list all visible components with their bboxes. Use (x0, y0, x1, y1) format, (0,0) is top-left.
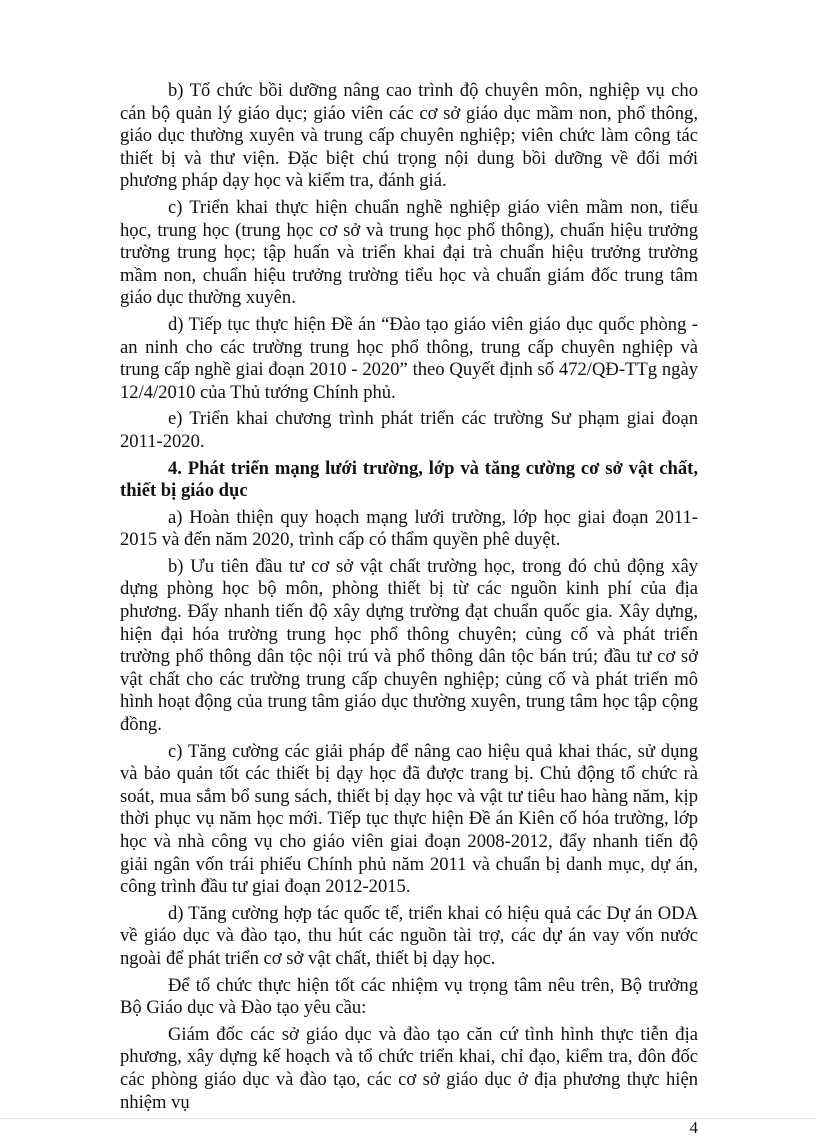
paragraph-c-equipment: c) Tăng cường các giải pháp để nâng cao hiệu quả khai thác, sử dụng và bảo quản tốt các thiết bị dạy học đã được trang bị. Chủ động tổ chức rà soát, mua sắm bổ sung sách, thiết bị dạy học và vật tư tiêu hao hàng năm, kịp thời phục vụ năm học mới. Tiếp tục thực hiện Đề án Kiên cố hóa trường, lớp học và nhà công vụ cho giáo viên giai đoạn 2008-2012, đẩy nhanh tiến độ giải ngân vốn trái phiếu Chính phủ năm 2011 và chuẩn bị danh mục, dự án, công trình đầu tư giai đoạn 2012-2015. (120, 740, 698, 898)
document-body (120, 0, 698, 1138)
paragraph-e-pedagogy: e) Triển khai chương trình phát triển các trường Sư phạm giai đoạn 2011-2020. (120, 408, 698, 452)
paragraph-directors: Giám đốc các sở giáo dục và đào tạo căn cứ tình hình thực tiễn địa phương, xây dựng kế hoạch và tổ chức triển khai, chỉ đạo, kiểm tra, đôn đốc các phòng giáo dục và đào tạo, các cơ sở giáo dục ở địa phương thực hiện nhiệm vụ (120, 1023, 698, 1113)
page-number: 4 (689, 1118, 698, 1138)
paragraph-d-defense-teachers: d) Tiếp tục thực hiện Đề án “Đào tạo giáo viên giáo dục quốc phòng - an ninh cho các trường trung học phổ thông, trung cấp chuyên nghiệp và trung cấp nghề giai đoạn 2010 - 2020” theo Quyết định số 472/QĐ-TTg ngày 12/4/2010 của Thủ tướng Chính phủ. (120, 313, 698, 403)
paragraph-b-investment: b) Ưu tiên đầu tư cơ sở vật chất trường học, trong đó chủ động xây dựng phòng học bộ môn, phòng thiết bị từ các nguồn kinh phí của địa phương. Đẩy nhanh tiến độ xây dựng trường đạt chuẩn quốc gia. Xây dựng, hiện đại hóa trường trung học phổ thông chuyên; củng cố và phát triển trường phổ thông dân tộc nội trú và phổ thông dân tộc bán trú; đầu tư cơ sở vật chất cho các trường trung cấp chuyên nghiệp; củng cố và phát triển mô hình hoạt động của trung tâm giáo dục thường xuyên, trung tâm học tập cộng đồng. (120, 555, 698, 736)
paragraph-c-standards: c) Triển khai thực hiện chuẩn nghề nghiệp giáo viên mầm non, tiểu học, trung học (trung học cơ sở và trung học phổ thông), chuẩn hiệu trưởng trường trung học; tập huấn và triển khai đại trà chuẩn hiệu trưởng trường mầm non, chuẩn hiệu trưởng trường tiểu học và chuẩn giám đốc trung tâm giáo dục thường xuyên. (120, 196, 698, 309)
paragraph-b-training: b) Tổ chức bồi dưỡng nâng cao trình độ chuyên môn, nghiệp vụ cho cán bộ quản lý giáo dục; giáo viên các cơ sở giáo dục mầm non, phổ thông, giáo dục thường xuyên và trung cấp chuyên nghiệp; viên chức làm công tác thiết bị và thư viện. Đặc biệt chú trọng nội dung bồi dưỡng về đổi mới phương pháp dạy học và kiểm tra, đánh giá. (120, 80, 698, 192)
page-boundary-divider (0, 1118, 816, 1119)
section-heading-4: 4. Phát triển mạng lưới trường, lớp và tăng cường cơ sở vật chất, thiết bị giáo dục (120, 457, 698, 502)
paragraph-a-network-planning: a) Hoàn thiện quy hoạch mạng lưới trường, lớp học giai đoạn 2011-2015 và đến năm 2020, trình cấp có thẩm quyền phê duyệt. (120, 506, 698, 551)
paragraph-implementation: Để tổ chức thực hiện tốt các nhiệm vụ trọng tâm nêu trên, Bộ trưởng Bộ Giáo dục và Đào tạo yêu cầu: (120, 974, 698, 1019)
paragraph-d-cooperation: d) Tăng cường hợp tác quốc tế, triển khai có hiệu quả các Dự án ODA về giáo dục và đào tạo, thu hút các nguồn tài trợ, các dự án vay vốn nước ngoài để phát triển cơ sở vật chất, thiết bị dạy học. (120, 902, 698, 969)
